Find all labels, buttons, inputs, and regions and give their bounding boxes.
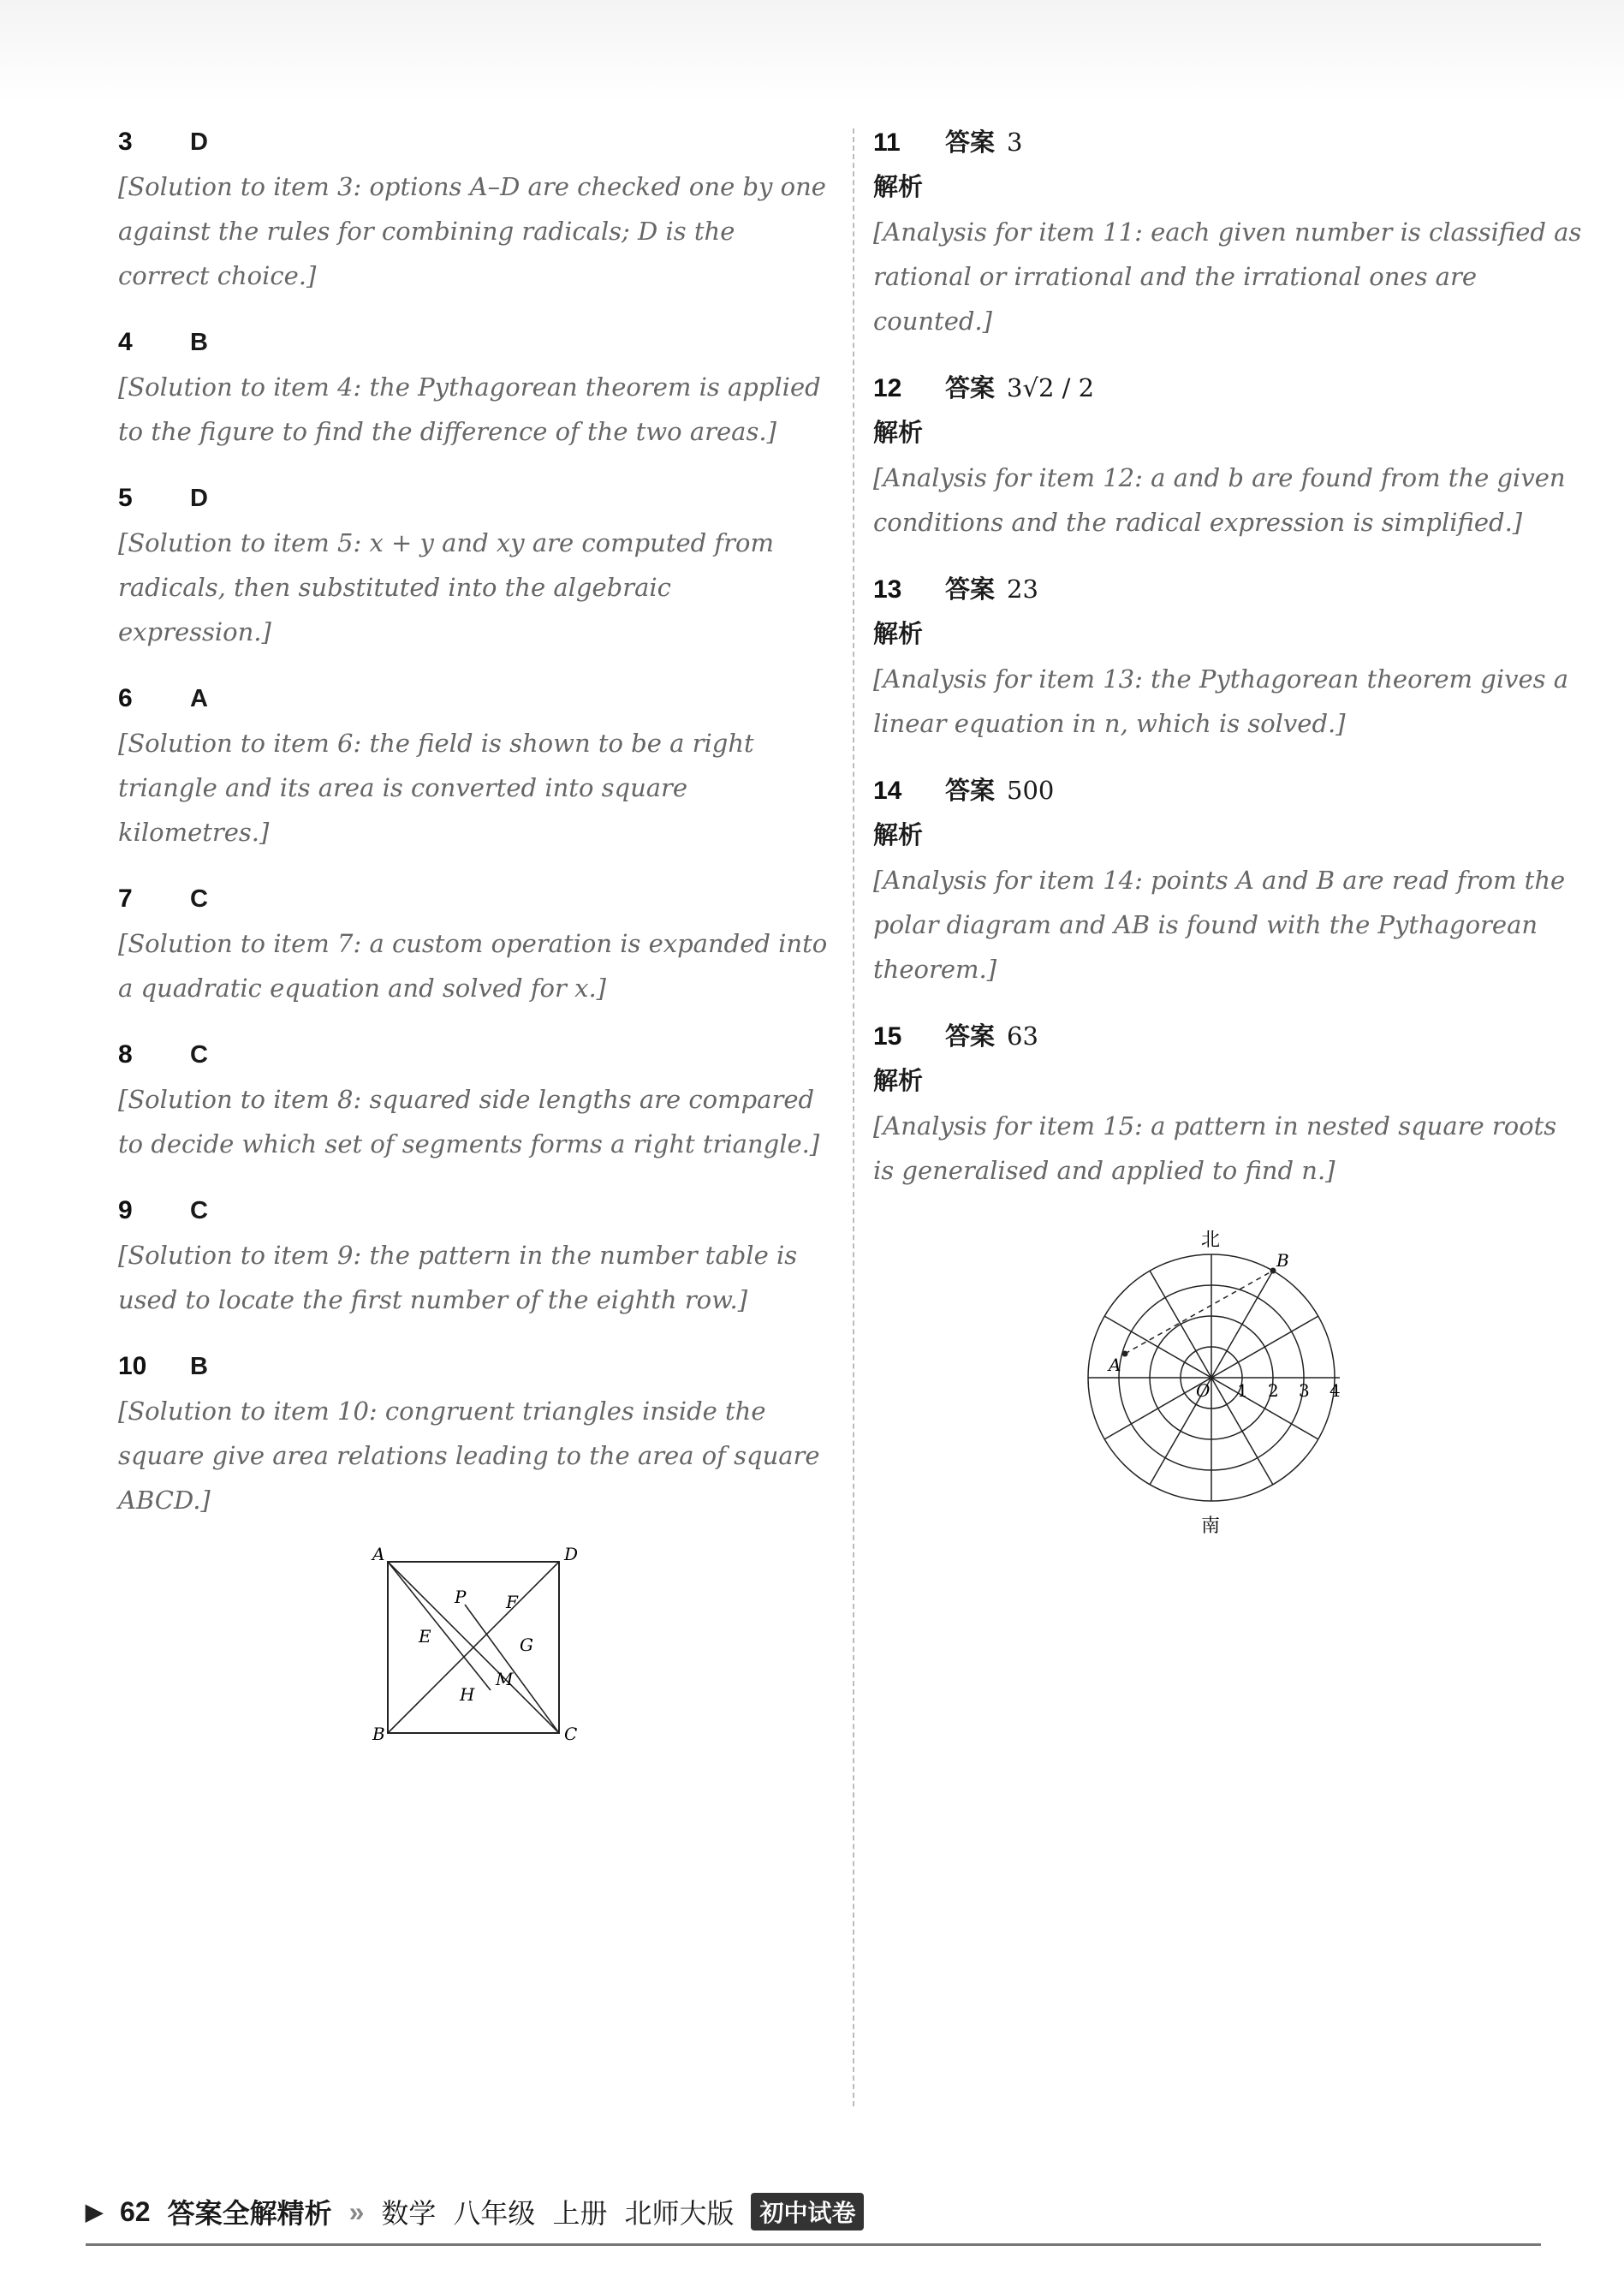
fig-label-c: C — [564, 1724, 578, 1742]
solution-item-head — [118, 320, 829, 365]
solution-item-head — [873, 366, 1584, 411]
solution-item — [118, 476, 829, 654]
polar-label-b: B — [1276, 1250, 1289, 1271]
solution-item-head — [118, 476, 829, 521]
answer-letter: A — [190, 685, 208, 712]
solution-line: [Analysis for item 12: a and b are found from the given conditions and the radical expression is simplified.] — [873, 463, 1566, 537]
right-items-list — [873, 120, 1584, 1193]
answer-label: 答案 — [945, 1023, 996, 1051]
solution-line: [Solution to item 4: the Pythagorean theorem is applied to the figure to find the difference of the two areas.] — [118, 372, 821, 446]
polar-tick-3: 3 — [1299, 1380, 1310, 1401]
solution-line: [Solution to item 9: the pattern in the number table is used to locate the first number of the eighth row.] — [118, 1241, 798, 1314]
footer-subject: 数学 — [381, 2198, 437, 2229]
solution-item-head — [873, 567, 1584, 612]
fig-label-p: P — [455, 1587, 467, 1607]
answer-value: 500 — [1007, 776, 1055, 805]
answer-letter: B — [190, 1353, 208, 1380]
solution-item-head — [118, 1344, 829, 1389]
solution-item — [118, 676, 829, 855]
footer-grade: 八年级 — [453, 2198, 536, 2229]
column-divider — [853, 128, 854, 2106]
solution-item — [873, 120, 1584, 343]
polar-label-o: O — [1196, 1380, 1211, 1401]
solution-item — [873, 567, 1584, 746]
answer-letter: D — [190, 128, 208, 156]
item-number: 11 — [873, 128, 901, 157]
answer-label: 答案 — [945, 777, 996, 805]
solution-item-head — [118, 120, 829, 164]
polar-label-south: 南 — [1201, 1516, 1221, 1537]
footer-edition: 北师大版 — [624, 2198, 735, 2229]
solution-item-head — [873, 768, 1584, 813]
item-number: 3 — [118, 128, 133, 156]
solution-line: [Solution to item 7: a custom operation is expanded into a quadratic equation and solved for x.] — [118, 929, 828, 1003]
footer-volume: 上册 — [552, 2198, 608, 2229]
item-number: 15 — [873, 1022, 902, 1051]
solution-item-head — [873, 120, 1584, 165]
answer-label: 答案 — [945, 129, 996, 157]
solution-item — [118, 1188, 829, 1322]
polar-tick-1: 1 — [1237, 1380, 1248, 1401]
solution-line: [Analysis for item 11: each given number is classified as rational or irrational and the irrational ones are counted.] — [873, 217, 1582, 336]
polar-figure — [873, 1215, 1584, 1540]
solution-item — [118, 1344, 829, 1522]
item-number: 8 — [118, 1040, 133, 1069]
item-number: 5 — [118, 484, 133, 512]
solution-item-head — [118, 676, 829, 721]
solution-item — [873, 768, 1584, 992]
answer-letter: D — [190, 485, 208, 512]
answer-value: 3√2 / 2 — [1007, 373, 1095, 402]
solution-item-head — [118, 1033, 829, 1077]
answer-value: 63 — [1007, 1021, 1038, 1051]
solution-line: [Solution to item 5: x + y and xy are computed from radicals, then substituted into the algebraic expression.] — [118, 528, 774, 646]
analysis-label: 解析 — [873, 420, 924, 447]
analysis-label: 解析 — [873, 1068, 924, 1095]
answer-letter: C — [190, 1197, 208, 1224]
page-number: 62 — [120, 2195, 151, 2227]
answer-letter: C — [190, 885, 208, 913]
solution-item — [873, 366, 1584, 545]
solution-line: [Analysis for item 15: a pattern in nested square roots is generalised and applied to find n.] — [873, 1111, 1557, 1185]
left-column — [118, 120, 829, 2147]
solution-line: [Solution to item 10: congruent triangles inside the square give area relations leading to the area of square ABCD.] — [118, 1397, 820, 1515]
solution-line: [Solution to item 3: options A–D are checked one by one against the rules for combining radicals; D is the correct choice.] — [118, 172, 826, 290]
item-number: 13 — [873, 575, 902, 604]
square-figure — [118, 1545, 829, 1742]
polar-figure-svg — [1049, 1215, 1408, 1540]
fig-label-f: F — [506, 1592, 518, 1612]
square-figure-svg — [362, 1545, 585, 1742]
footer-rule — [86, 2243, 1541, 2246]
analysis-label: 解析 — [873, 621, 924, 648]
polar-tick-2: 2 — [1268, 1380, 1279, 1401]
solution-item-head — [118, 877, 829, 921]
answer-letter: C — [190, 1041, 208, 1069]
solution-line: [Solution to item 8: squared side lengths are compared to decide which set of segments forms a right triangle.] — [118, 1085, 820, 1158]
page-header-strip — [0, 0, 1624, 103]
solution-item — [118, 877, 829, 1010]
item-number: 7 — [118, 884, 133, 913]
item-number: 12 — [873, 374, 902, 402]
left-items-list — [118, 120, 829, 1522]
answer-value: 3 — [1007, 128, 1023, 157]
solution-item — [118, 320, 829, 454]
solution-line: [Solution to item 6: the field is shown to be a right triangle and its area is converted into square kilometres.] — [118, 729, 754, 847]
solution-line: [Analysis for item 14: points A and B are read from the polar diagram and AB is found with the Pythagorean theorem.] — [873, 866, 1566, 984]
solution-item-head — [873, 1014, 1584, 1059]
solution-item — [118, 1033, 829, 1166]
solution-item — [118, 120, 829, 298]
play-arrow-icon: ▶ — [86, 2198, 103, 2225]
fig-label-b: B — [372, 1724, 385, 1742]
footer-title: 答案全解精析 — [167, 2198, 332, 2229]
page-footer — [86, 2188, 1541, 2236]
fig-label-d: D — [564, 1545, 579, 1564]
answer-value: 23 — [1007, 575, 1038, 604]
polar-tick-4: 4 — [1330, 1380, 1341, 1401]
chevrons-icon: » — [348, 2195, 365, 2227]
footer-badge: 初中试卷 — [751, 2193, 864, 2230]
item-number: 14 — [873, 777, 902, 805]
polar-label-a: A — [1109, 1355, 1121, 1375]
fig-label-g: G — [520, 1635, 533, 1655]
fig-label-a: A — [372, 1545, 385, 1564]
polar-label-north: 北 — [1201, 1230, 1221, 1251]
answer-label: 答案 — [945, 576, 996, 604]
answer-letter: B — [190, 329, 208, 356]
analysis-label: 解析 — [873, 174, 924, 201]
item-number: 6 — [118, 684, 133, 712]
fig-label-e: E — [419, 1626, 431, 1647]
solution-item — [873, 1014, 1584, 1193]
analysis-label: 解析 — [873, 822, 924, 849]
solution-line: [Analysis for item 13: the Pythagorean theorem gives a linear equation in n, which is solved.] — [873, 664, 1569, 738]
solution-item-head — [118, 1188, 829, 1233]
item-number: 9 — [118, 1196, 133, 1224]
right-column — [873, 120, 1584, 2147]
fig-label-m: M — [496, 1669, 514, 1689]
fig-label-h: H — [460, 1684, 475, 1705]
item-number: 10 — [118, 1352, 147, 1380]
answer-label: 答案 — [945, 375, 996, 402]
item-number: 4 — [118, 328, 133, 356]
